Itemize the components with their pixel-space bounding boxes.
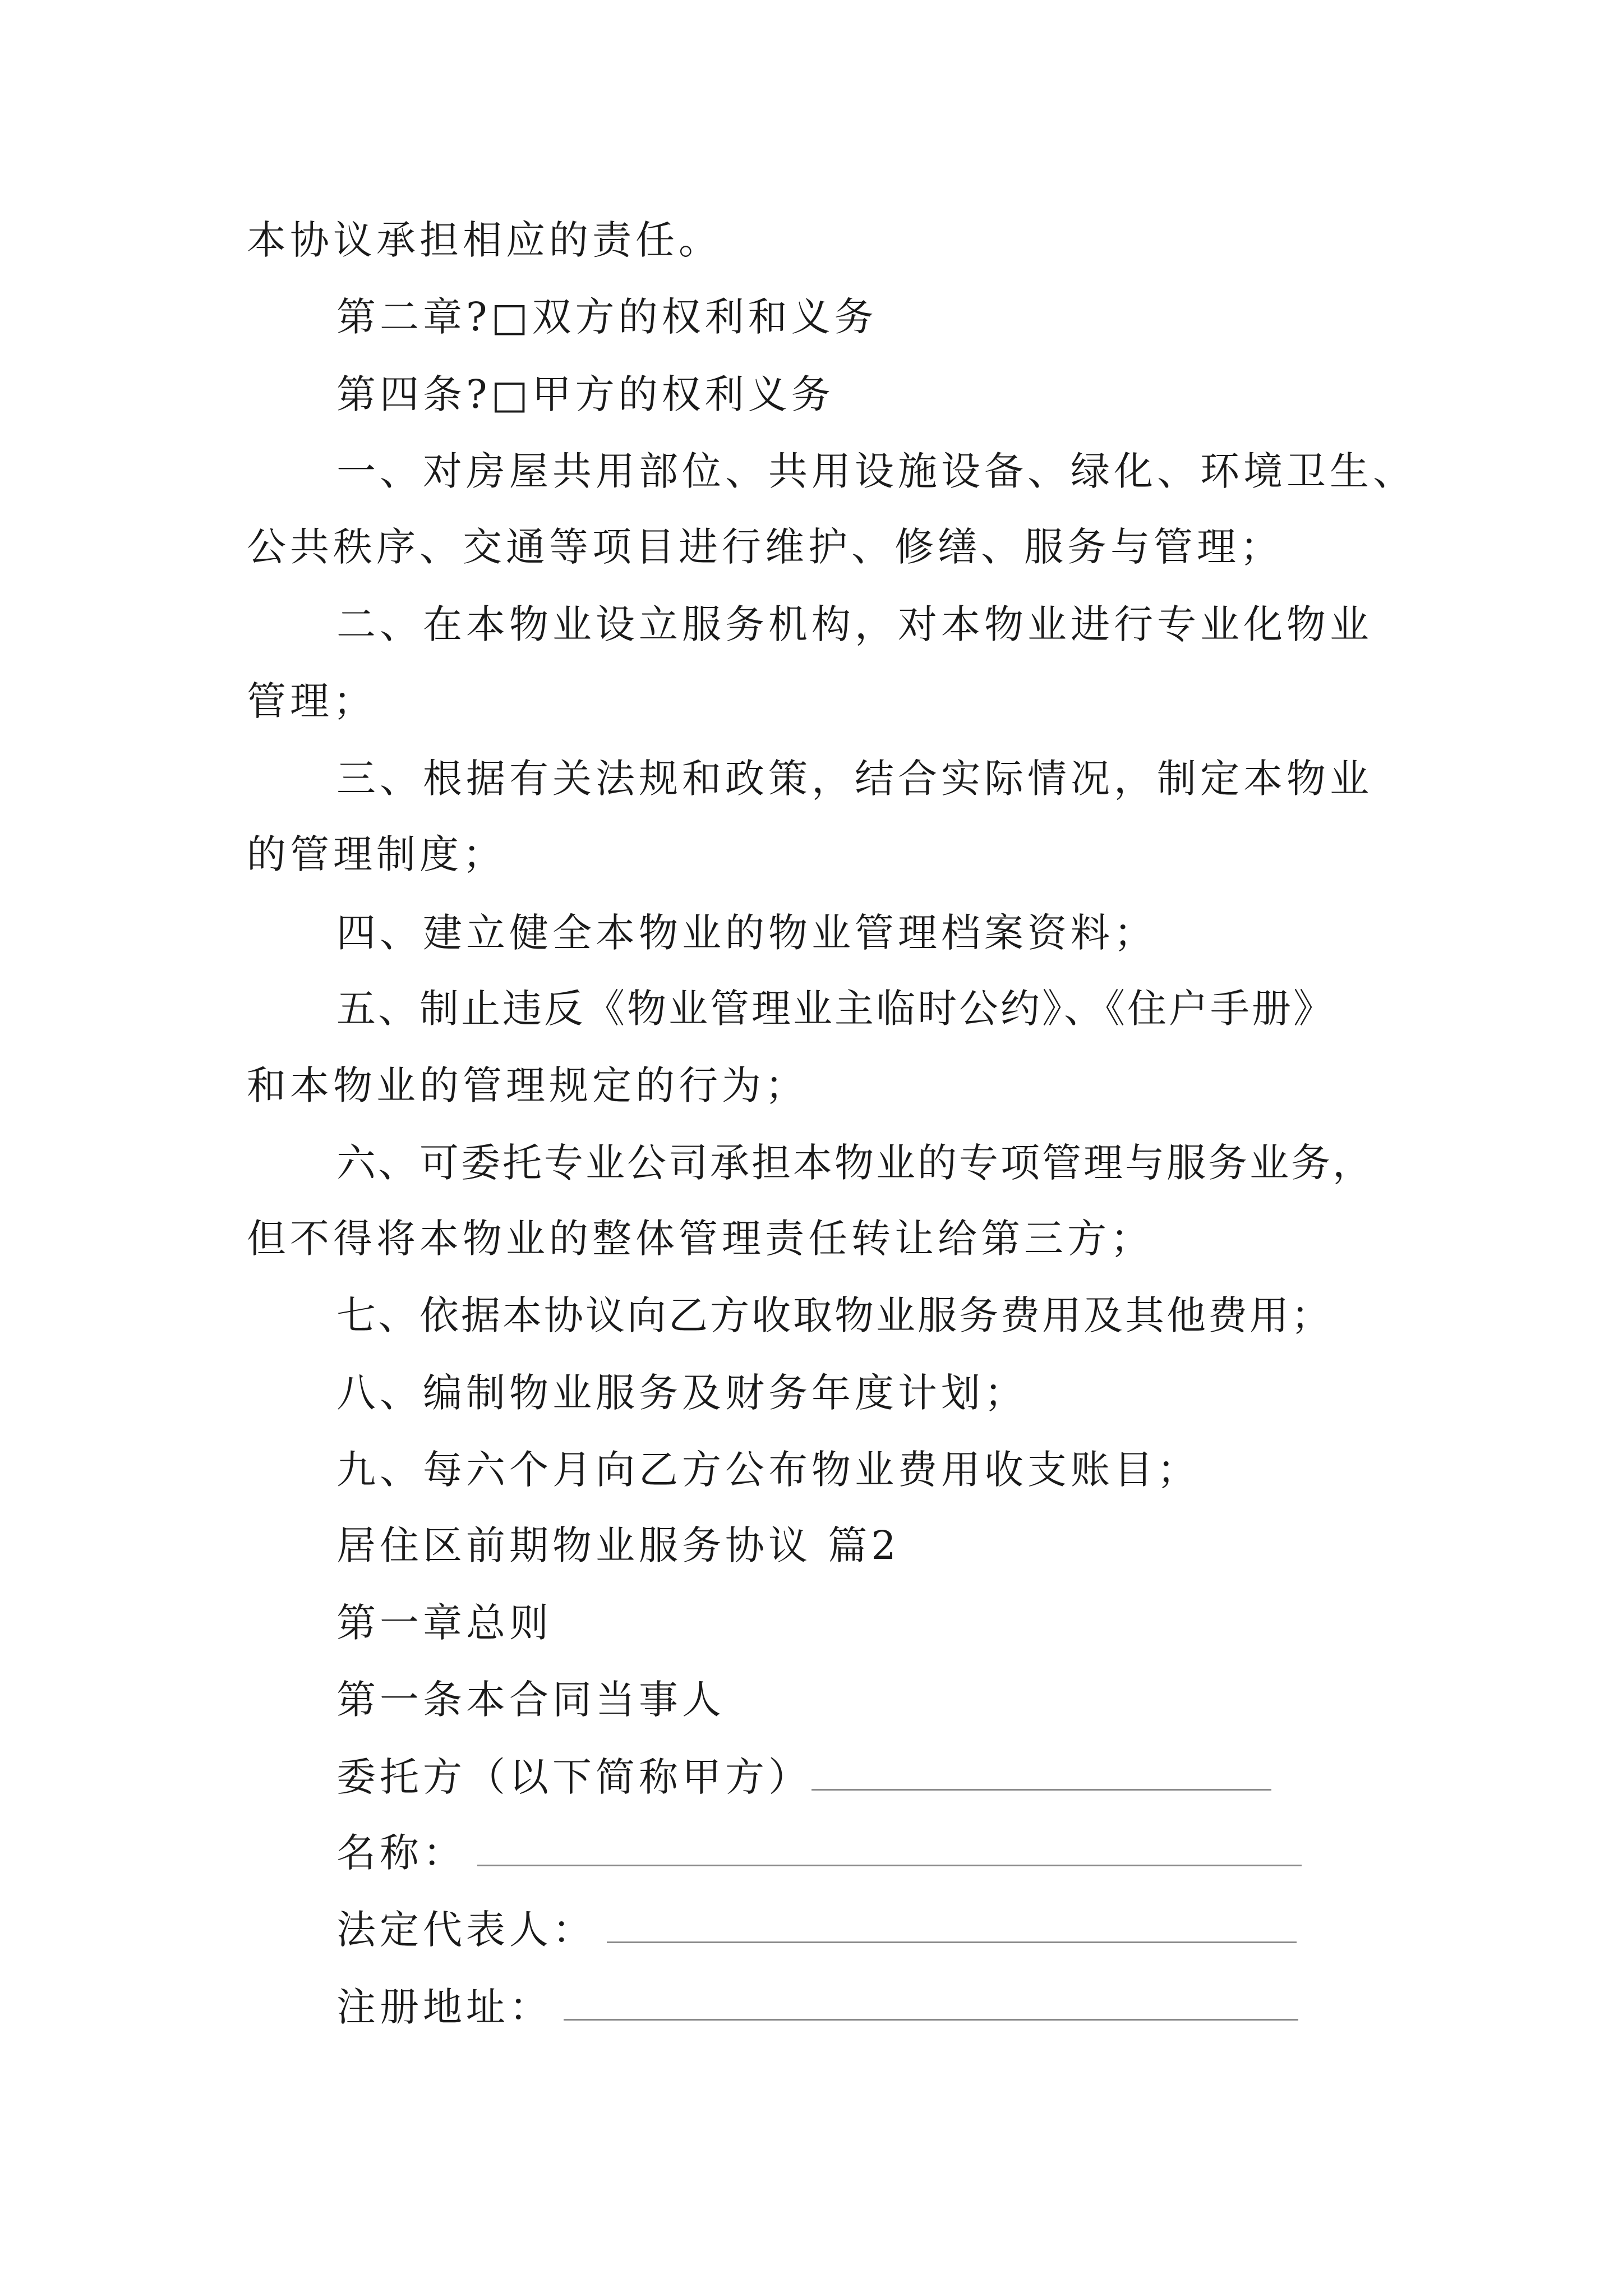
article-heading: 第四条?□甲方的权利义务: [336, 371, 834, 417]
field-label: 名称：: [336, 1830, 466, 1876]
paragraph-line: 四、建立健全本物业的物业管理档案资料；: [336, 910, 1157, 956]
chapter-heading: 第二章?□双方的权利和义务: [336, 294, 878, 340]
article-heading: 第一条本合同当事人: [336, 1677, 725, 1723]
form-field-principal: [336, 1752, 1271, 1802]
form-field-registered-address: [336, 1982, 1298, 2032]
blank-underline: [564, 1987, 1298, 2021]
paragraph-line: 二、在本物业设立服务机构，对本物业进行专业化物业: [336, 601, 1373, 647]
paragraph-line: 公共秩序、交通等项目进行维护、修缮、服务与管理；: [247, 524, 1283, 570]
paragraph-line: 七、依据本协议向乙方收取物业服务费用及其他费用；: [336, 1292, 1332, 1338]
chapter-heading: 第一章总则: [336, 1600, 552, 1646]
form-field-name: [336, 1828, 1302, 1878]
paragraph-line: 和本物业的管理规定的行为；: [247, 1062, 808, 1108]
paragraph-line: 本协议承担相应的责任。: [247, 217, 722, 263]
paragraph-line: 但不得将本物业的整体管理责任转让给第三方；: [247, 1216, 1154, 1262]
field-label: 注册地址：: [336, 1984, 552, 2030]
paragraph-line: 三、根据有关法规和政策，结合实际情况，制定本物业: [336, 756, 1373, 802]
section-heading: 居住区前期物业服务协议 篇2: [336, 1522, 900, 1568]
paragraph-line: 六、可委托专业公司承担本物业的专项管理与服务业务，: [336, 1140, 1374, 1186]
field-label: 法定代表人：: [336, 1907, 596, 1953]
paragraph-line: 八、编制物业服务及财务年度计划；: [336, 1370, 1027, 1416]
paragraph-line: 一、对房屋共用部位、共用设施设备、绿化、环境卫生、: [336, 448, 1416, 494]
paragraph-line: 管理；: [247, 678, 376, 724]
paragraph-line: 九、每六个月向乙方公布物业费用收支账目；: [336, 1447, 1200, 1493]
blank-underline: [811, 1757, 1271, 1791]
field-label: 委托方（以下简称甲方）: [336, 1754, 811, 1800]
paragraph-line: 五、制止违反《物业管理业主临时公约》、《住户手册》: [336, 986, 1335, 1032]
paragraph-line: 的管理制度；: [247, 831, 506, 877]
form-field-legal-representative: [336, 1904, 1297, 1955]
blank-underline: [607, 1910, 1297, 1943]
blank-underline: [477, 1833, 1302, 1866]
